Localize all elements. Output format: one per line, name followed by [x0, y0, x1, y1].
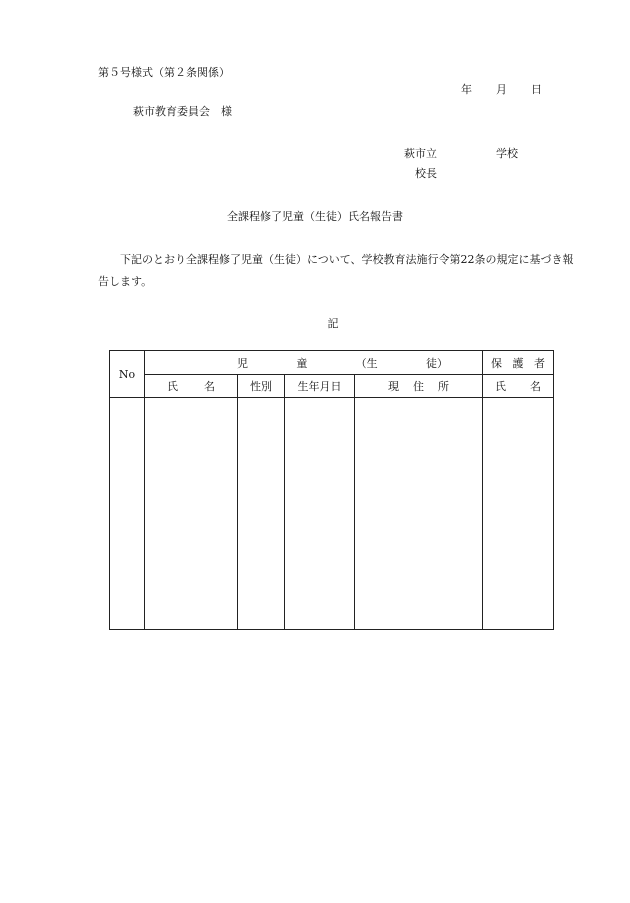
table-header-row-1 — [110, 351, 554, 375]
form-number: 第５号様式（第２条関係） — [98, 66, 230, 79]
document-title: 全課程修了児童（生徒）氏名報告書 — [227, 210, 403, 223]
school-line — [404, 145, 518, 161]
header-guardian-group — [483, 351, 554, 375]
guardian-group-char-1: 保 — [491, 356, 502, 370]
cell-address[interactable] — [355, 398, 483, 630]
guardian-group-char-3: 者 — [534, 356, 545, 370]
ki-mark: 記 — [327, 317, 339, 330]
date-line — [461, 81, 542, 97]
cell-student-name[interactable] — [145, 398, 238, 630]
school-suffix: 学校 — [496, 147, 518, 160]
table-entry-row — [110, 398, 554, 630]
cell-no[interactable] — [110, 398, 145, 630]
address-char-2: 住 — [413, 380, 424, 393]
body-text: 下記のとおり全課程修了児童（生徒）について、学校教育法施行令第22条の規定に基づき報告します。 — [98, 253, 574, 288]
student-name-char-2: 名 — [204, 380, 215, 393]
guardian-group-char-2: 護 — [512, 356, 524, 370]
header-student-group — [145, 351, 483, 375]
cell-guardian-name[interactable] — [483, 398, 554, 630]
date-day: 日 — [531, 83, 542, 96]
student-group-char-3: （生 — [355, 356, 378, 370]
header-guardian-name — [483, 375, 554, 398]
student-group-char-1: 児 — [237, 356, 248, 370]
header-no: No — [110, 351, 145, 398]
date-month: 月 — [496, 83, 507, 96]
date-year: 年 — [461, 83, 472, 96]
header-gender: 性別 — [238, 375, 285, 398]
table-header-row-2 — [110, 375, 554, 398]
principal-label: 校長 — [415, 167, 437, 180]
addressee: 萩市教育委員会 様 — [133, 105, 232, 118]
address-char-1: 現 — [388, 380, 399, 393]
header-birthdate: 生年月日 — [285, 375, 355, 398]
student-group-char-2: 童 — [296, 356, 308, 370]
guardian-name-char-1: 氏 — [495, 380, 506, 393]
header-address — [355, 375, 483, 398]
student-group-char-4: 徒） — [425, 356, 448, 370]
report-table — [109, 350, 554, 630]
guardian-name-char-2: 名 — [530, 380, 541, 393]
address-char-3: 所 — [438, 380, 449, 393]
cell-gender[interactable] — [238, 398, 285, 630]
student-name-char-1: 氏 — [167, 380, 178, 393]
header-student-name — [145, 375, 238, 398]
cell-birthdate[interactable] — [285, 398, 355, 630]
school-prefix: 萩市立 — [404, 147, 437, 160]
